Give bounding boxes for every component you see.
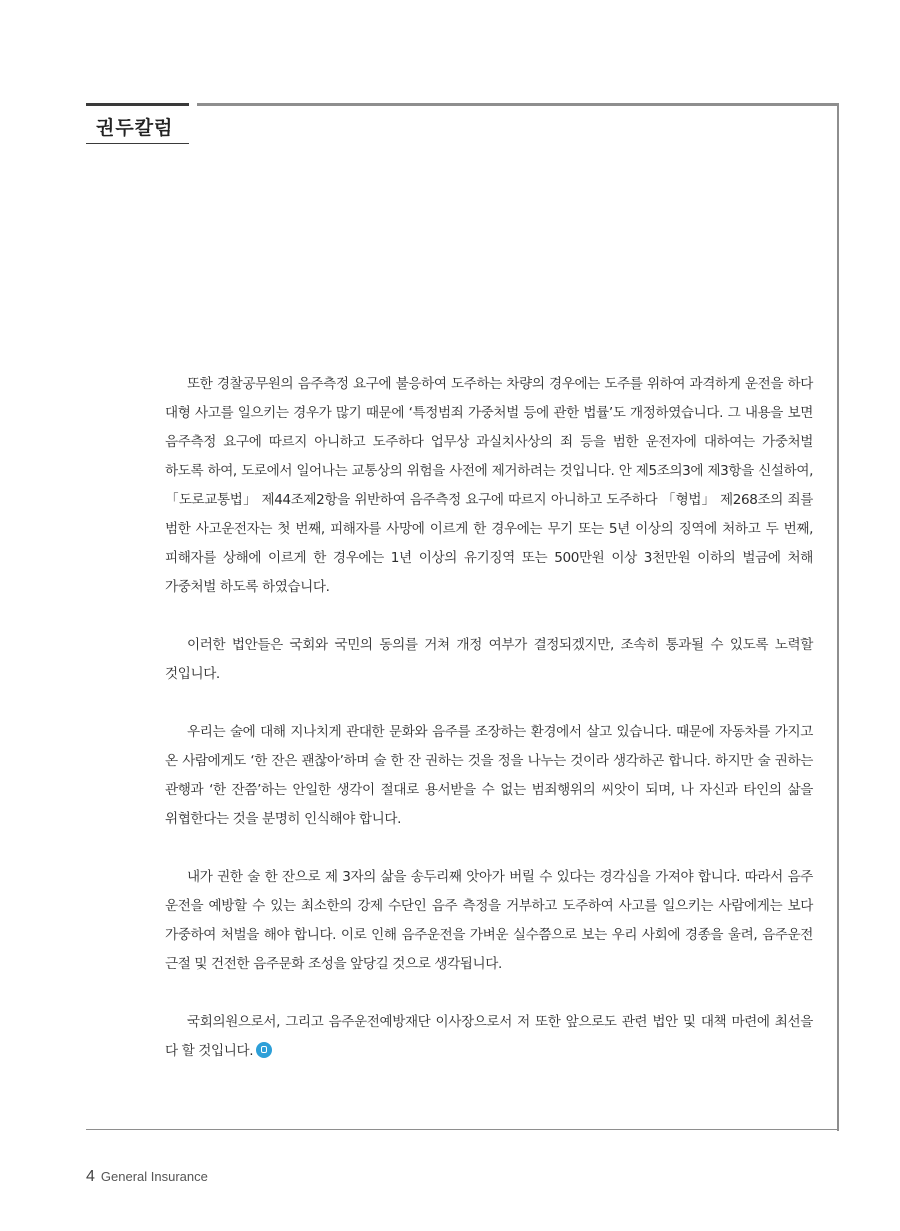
article-paragraph-3: 우리는 술에 대해 지나치게 관대한 문화와 음주를 조장하는 환경에서 살고 있습니다. 때문에 자동차를 가지고 온 사람에게도 ‘한 잔은 괜찮아’하며 술 한 잔 권하는 것을 정을 나누는 것이라 생각하곤 합니다. 하지만 술 권하는 관행과 ‘한 잔쯤’하는 안일한 생각이 절대로 용서받을 수 없는 범죄행위의 씨앗이 되며, 나 자신과 타인의 삶을 위협한다는 것을 분명히 인식해야 합니다. (165, 724, 813, 827)
article-paragraph-5 (165, 1008, 813, 1066)
section-title: 권두칼럼 (96, 117, 174, 139)
frame-bottom-rule (86, 1129, 839, 1130)
section-tab (86, 103, 189, 144)
article-paragraph-1: 또한 경찰공무원의 음주측정 요구에 불응하여 도주하는 차량의 경우에는 도주를 위하여 과격하게 운전을 하다 대형 사고를 일으키는 경우가 많기 때문에 ‘특정범죄 가중처벌 등에 관한 법률’도 개정하였습니다. 그 내용을 보면 음주측정 요구에 따르지 아니하고 도주하다 업무상 과실치사상의 죄 등을 범한 운전자에 대하여는 가중처벌 하도록 하여, 도로에서 일어나는 교통상의 위험을 사전에 제거하려는 것입니다. 안 제5조의3에 제3항을 신설하여, 「도로교통법」 제44조제2항을 위반하여 음주측정 요구에 따르지 아니하고 도주하다 「형법」 제268조의 죄를 범한 사고운전자는 첫 번째, 피해자를 사망에 이르게 한 경우에는 무기 또는 5년 이상의 징역에 처하고 두 번째, 피해자를 상해에 이르게 한 경우에는 1년 이상의 유기징역 또는 500만원 이상 3천만원 이하의 벌금에 처해 가중처벌 하도록 하였습니다. (165, 376, 813, 595)
frame-right-rule (837, 103, 839, 1131)
article-paragraph-4: 내가 권한 술 한 잔으로 제 3자의 삶을 송두리째 앗아가 버릴 수 있다는 경각심을 가져야 합니다. 따라서 음주 운전을 예방할 수 있는 최소한의 강제 수단인 음주 측정을 거부하고 도주하여 사고를 일으키는 사람에게는 보다 가중하여 처벌을 해야 합니다. 이로 인해 음주운전을 가벼운 실수쯤으로 보는 우리 사회에 경종을 울려, 음주운전 근절 및 건전한 음주문화 조성을 앞당길 것으로 생각됩니다. (165, 869, 813, 972)
publication-name: General Insurance (100, 1169, 208, 1184)
frame-top-rule (197, 103, 839, 106)
magazine-end-mark-icon (256, 1042, 272, 1058)
article-body (165, 370, 813, 1095)
page-number: 4 (86, 1168, 95, 1185)
page-footer (86, 1168, 208, 1186)
article-paragraph-5-text: 국회의원으로서, 그리고 음주운전예방재단 이사장으로서 저 또한 앞으로도 관련 법안 및 대책 마련에 최선을 다 할 것입니다. (165, 1014, 813, 1059)
article-paragraph-2: 이러한 법안들은 국회와 국민의 동의를 거쳐 개정 여부가 결정되겠지만, 조속히 통과될 수 있도록 노력할 것입니다. (165, 637, 813, 682)
